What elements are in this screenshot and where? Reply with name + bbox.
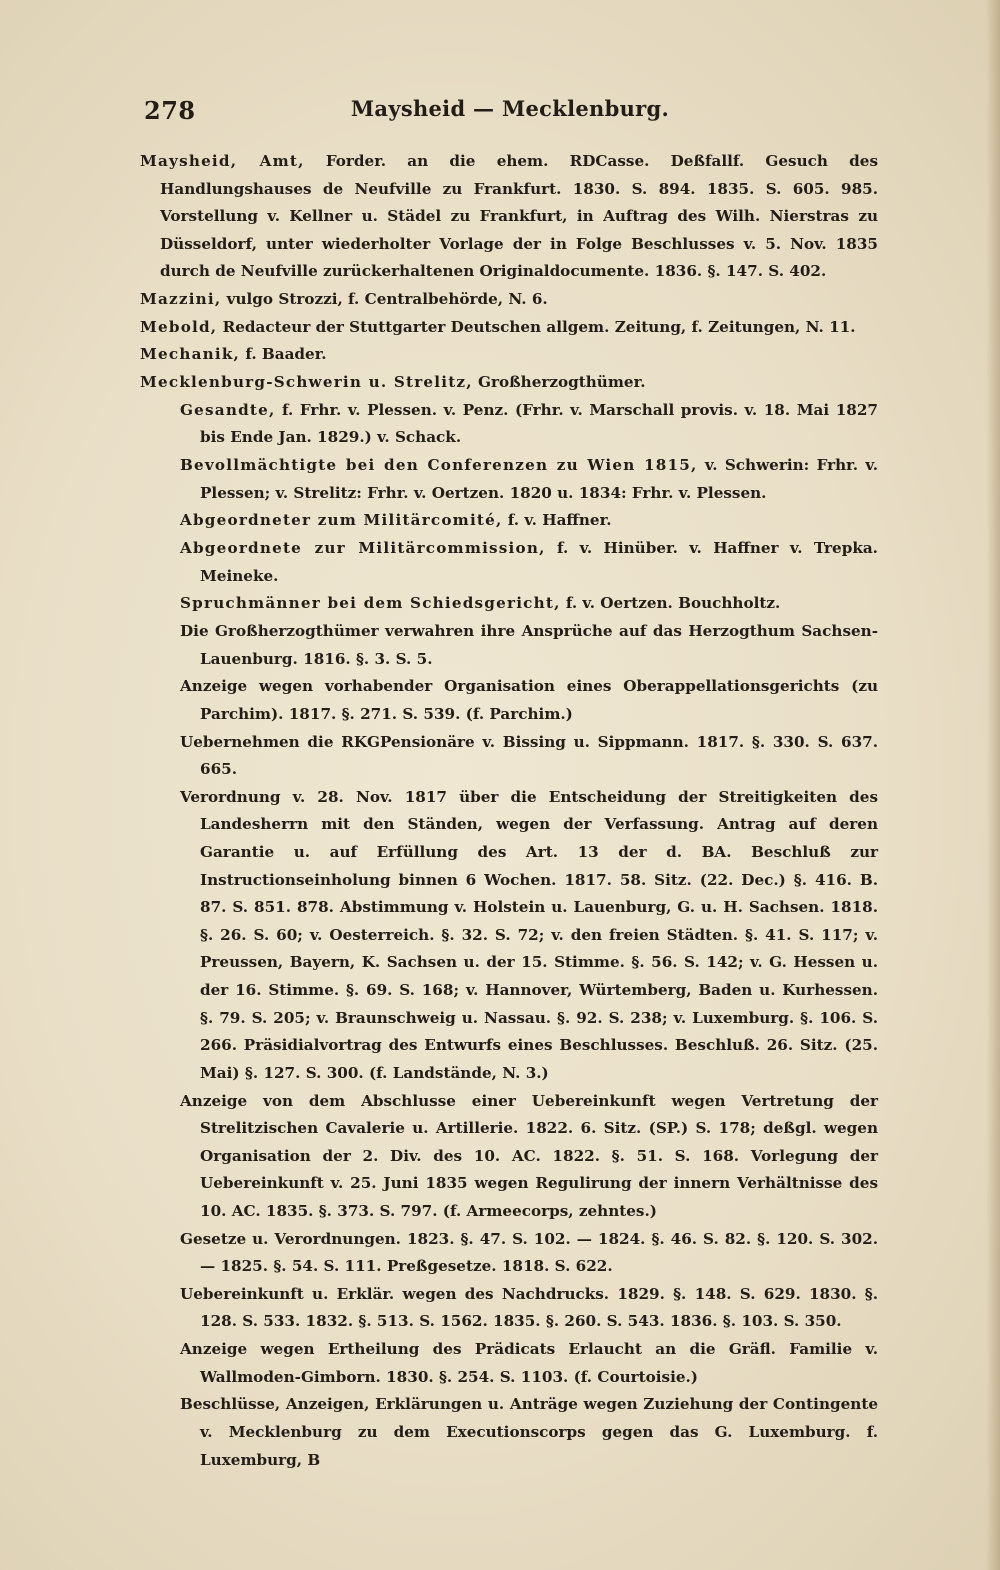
- entry-headword: Mechanik,: [140, 345, 241, 364]
- subentry-text: Anzeige wegen vorhabender Organisation eines Oberappellationsgerichts (zu Parchim). 1817. §. 271. S. 539. (f. Parchim.): [180, 677, 878, 723]
- index-subentry: [140, 1391, 878, 1474]
- entry-text: vulgo Strozzi, f. Centralbehörde, N. 6.: [226, 290, 548, 309]
- subentry-headword: Abgeordnete zur Militärcommission,: [180, 539, 546, 558]
- subentry-text: f. v. Haffner.: [507, 511, 612, 530]
- index-subentry: [140, 618, 878, 673]
- subentry-headword: Abgeordneter zum Militärcomité,: [180, 511, 503, 530]
- entry-headword: Mecklenburg-Schwerin u. Strelitz,: [140, 373, 473, 392]
- subentry-text: f. v. Oertzen. Bouchholtz.: [565, 594, 781, 613]
- subentry-text: Uebereinkunft u. Erklär. wegen des Nachdrucks. 1829. §. 148. S. 629. 1830. §. 128. S. 533. 1832. §. 513. S. 1562. 1835. §. 260. S. 543. 1836. §. 103. S. 350.: [180, 1284, 878, 1331]
- index-entry: [140, 314, 878, 342]
- index-entry: [140, 286, 878, 314]
- subentry-text: f. Frhr. v. Plessen. v. Penz. (Frhr. v. Marschall provis. v. 18. Mai 1827 bis Ende Jan. 1829.) v. Schack.: [200, 400, 878, 447]
- index-subentry: [140, 452, 878, 507]
- page-header: [140, 96, 880, 136]
- entry-headword: Maysheid, Amt,: [140, 152, 305, 170]
- subentry-text: v. Schwerin: Frhr. v. Plessen; v. Strelitz: Frhr. v. Oertzen. 1820 u. 1834: Frhr. v. Plessen.: [200, 456, 878, 502]
- index-subentry: [140, 729, 878, 784]
- running-head: Maysheid — Mecklenburg.: [350, 96, 670, 121]
- page-number: 278: [144, 96, 196, 125]
- subentry-text: f. v. Hinüber. v. Haffner v. Trepka. Meineke.: [200, 539, 878, 585]
- index-subentry: [140, 673, 878, 728]
- subentry-text: Verordnung v. 28. Nov. 1817 über die Entscheidung der Streitigkeiten des Landesherrn mit den Ständen, wegen der Verfassung. Antrag auf deren Garantie u. auf Erfüllung des Art. 13 der d. BA. Beschluß zur Instructionseinholung binnen 6 Wochen. 1817. 58. Sitz. (22. Dec.) §. 416. B. 87. S. 851. 878. Abstimmung v. Holstein u. Lauenburg, G. u. H. Sachsen. 1818. §. 26. S. 60; v. Oesterreich. §. 32. S. 72; v. den freien Städten. §. 41. S. 117; v. Preussen, Bayern, K. Sachsen u. der 15. Stimme. §. 56. S. 142; v. G. Hessen u. der 16. Stimme. §. 69. S. 168; v. Hannover, Würtemberg, Baden u. Kurhessen. §. 79. S. 205; v. Braunschweig u. Nassau. §. 92. S. 238; v. Luxemburg. §. 106. S. 266. Präsidialvortrag des Entwurfs eines Beschlusses. Beschluß. 26. Sitz. (25. Mai) §. 127. S. 300. (f. Landstände, N. 3.): [180, 787, 878, 1082]
- entry-text: f. Baader.: [245, 345, 327, 364]
- index-subentry: [140, 590, 878, 618]
- index-entry: [140, 369, 878, 397]
- index-subentry: [140, 1336, 878, 1391]
- index-subentry: [140, 1088, 878, 1226]
- subentry-headword: Bevollmächtigte bei den Conferenzen zu Wien 1815,: [180, 456, 698, 475]
- page-edge-shadow: [986, 0, 1000, 1570]
- index-entry: [140, 341, 878, 369]
- index-subentry: [140, 397, 878, 452]
- index-subentry: [140, 1226, 878, 1281]
- entry-text: Forder. an die ehem. RDCasse. Deßfallf. Gesuch des Handlungshauses de Neufville zu Frankfurt. 1830. S. 894. 1835. S. 605. 985. Vorstellung v. Kellner u. Städel zu Frankfurt, in Auftrag des Wilh. Nierstras zu Düsseldorf, unter wiederholter Vorlage der in Folge Beschlusses v. 5. Nov. 1835 durch de Neufville zurückerhaltenen Originaldocumente. 1836. §. 147. S. 402.: [160, 152, 878, 281]
- subentry-text: Anzeige wegen Ertheilung des Prädicats Erlaucht an die Gräfl. Familie v. Wallmoden-Gimborn. 1830. §. 254. S. 1103. (f. Courtoisie.): [180, 1340, 878, 1386]
- index-subentry: [140, 784, 878, 1088]
- index-subentry: [140, 507, 878, 535]
- index-text: [140, 148, 878, 1474]
- subentry-text: Gesetze u. Verordnungen. 1823. §. 47. S. 102. — 1824. §. 46. S. 82. §. 120. S. 302. — 1825. §. 54. S. 111. Preßgesetze. 1818. S. 622.: [180, 1229, 878, 1276]
- subentry-text: Uebernehmen die RKGPensionäre v. Bissing u. Sippmann. 1817. §. 330. S. 637. 665.: [180, 732, 878, 779]
- subentry-text: Anzeige von dem Abschlusse einer Uebereinkunft wegen Vertretung der Strelitzischen Cavalerie u. Artillerie. 1822. 6. Sitz. (SP.) S. 178; deßgl. wegen Organisation der 2. Div. des 10. AC. 1822. §. 51. S. 168. Vorlegung der Uebereinkunft v. 25. Juni 1835 wegen Regulirung der innern Verhältnisse des 10. AC. 1835. §. 373. S. 797. (f. Armeecorps, zehntes.): [180, 1091, 878, 1220]
- subentry-text: Die Großherzogthümer verwahren ihre Ansprüche auf das Herzogthum Sachsen-Lauenburg. 1816. §. 3. S. 5.: [180, 622, 878, 668]
- entry-headword: Mebold,: [140, 317, 218, 336]
- subentry-text: Beschlüsse, Anzeigen, Erklärungen u. Anträge wegen Zuziehung der Contingente v. Mecklenburg zu dem Executionscorps gegen das G. Luxemburg. f. Luxemburg, B: [180, 1395, 878, 1469]
- index-entry: [140, 148, 878, 286]
- index-subentry: [140, 1281, 878, 1336]
- entry-headword: Mazzini,: [140, 290, 222, 309]
- index-subentry: [140, 535, 878, 590]
- entry-text: Großherzogthümer.: [478, 373, 646, 392]
- entry-text: Redacteur der Stuttgarter Deutschen allgem. Zeitung, f. Zeitungen, N. 11.: [222, 317, 856, 336]
- subentry-headword: Spruchmänner bei dem Schiedsgericht,: [180, 594, 561, 613]
- subentry-headword: Gesandte,: [180, 400, 276, 419]
